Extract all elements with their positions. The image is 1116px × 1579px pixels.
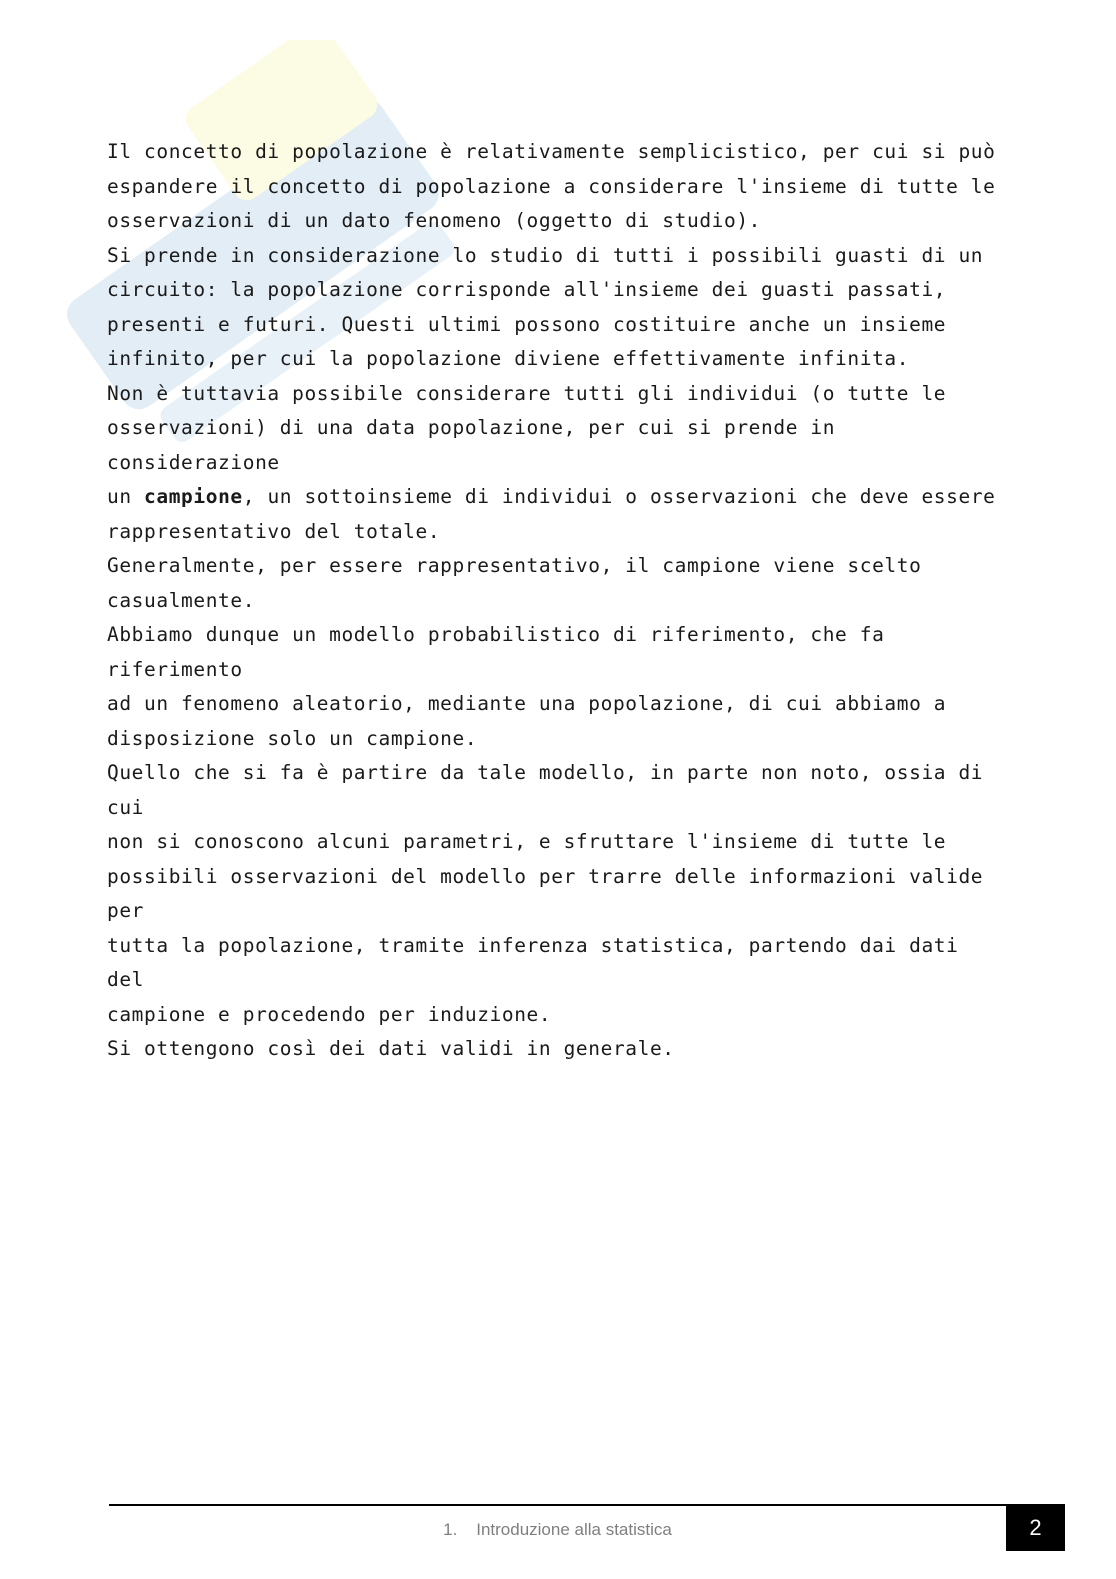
footer-section-name: Introduzione alla statistica bbox=[476, 1520, 672, 1539]
paragraph: Quello che si fa è partire da tale modello, in parte non noto, ossia di cui non si conoscono alcuni parametri, e sfruttare l'insieme di tutte le possibili osservazioni del modello per trarre delle informazioni valide per tutta la popolazione, tramite inferenza statistica, partendo dai dati del campione e procedendo per induzione. bbox=[107, 761, 984, 1026]
paragraph: Si ottengono così dei dati validi in generale. bbox=[107, 1037, 675, 1060]
paragraph bbox=[107, 377, 1007, 550]
footer-divider bbox=[109, 1504, 1006, 1506]
footer-section-title bbox=[109, 1520, 1006, 1540]
paragraph: Il concetto di popolazione è relativamente semplicistico, per cui si può espandere il concetto di popolazione a considerare l'insieme di tutte le osservazioni di un dato fenomeno (oggetto di studio). bbox=[107, 140, 996, 232]
paragraph: Si prende in considerazione lo studio di tutti i possibili guasti di un circuito: la popolazione corrisponde all'insieme dei guasti passati, presenti e futuri. Questi ultimi possono costituire anche un insieme infinito, per cui la popolazione diviene effettivamente infinita. bbox=[107, 243, 984, 370]
footer-section-number: 1. bbox=[443, 1520, 458, 1539]
document-body bbox=[107, 135, 1007, 1067]
paragraph: Generalmente, per essere rappresentativo, il campione viene scelto casualmente. bbox=[107, 554, 922, 612]
bold-term: campione bbox=[144, 485, 243, 508]
paragraph: Abbiamo dunque un modello probabilistico di riferimento, che fa riferimento ad un fenomeno aleatorio, mediante una popolazione, di cui abbiamo a disposizione solo un campione. bbox=[107, 623, 947, 750]
paragraph-text: , un sottoinsieme di individui o osservazioni che deve essere rappresentativo del totale. bbox=[107, 485, 996, 543]
paragraph-text: Non è tuttavia possibile considerare tutti gli individui (o tutte le osservazioni) di una data popolazione, per cui si prende in considerazione un bbox=[107, 381, 947, 508]
page-number: 2 bbox=[1006, 1504, 1065, 1551]
